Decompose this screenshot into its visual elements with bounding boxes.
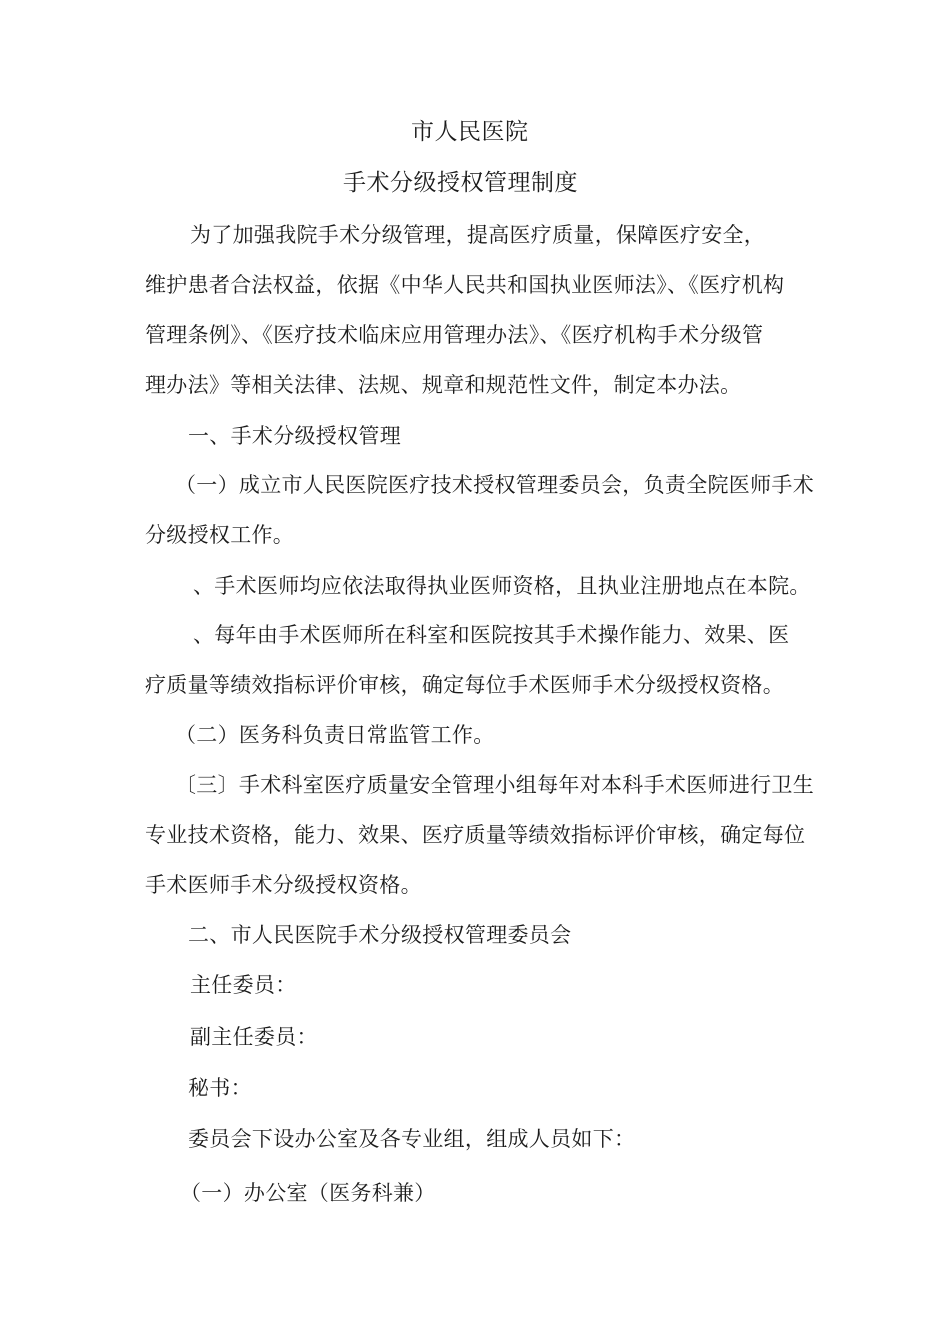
committee-secretary: 秘书：: [188, 1076, 252, 1100]
committee-vice-director: 副主任委员：: [190, 1025, 318, 1049]
section1-sub2-line-1: 、每年由手术医师所在科室和医院按其手术操作能力、效果、医: [193, 623, 790, 647]
section1-item3-line-1: 〔三〕手术科室医疗质量安全管理小组每年对本科手术医师进行卫生: [175, 773, 814, 797]
section2-heading: 二、市人民医院手术分级授权管理委员会: [188, 923, 572, 947]
intro-line-2: 维护患者合法权益，依据《中华人民共和国执业医师法》、《医疗机构: [145, 273, 785, 297]
committee-director: 主任委员：: [190, 973, 297, 997]
section1-sub1: 、手术医师均应依法取得执业医师资格，且执业注册地点在本院。: [193, 574, 811, 598]
intro-line-3: 管理条例》、《医疗技术临床应用管理办法》、《医疗机构手术分级管: [145, 323, 764, 347]
committee-note: 委员会下设办公室及各专业组，组成人员如下：: [188, 1127, 636, 1151]
section1-item1-line-2: 分级授权工作。: [145, 523, 295, 547]
section1-item1-line-1: （一）成立市人民医院医疗技术授权管理委员会，负责全院医师手术: [175, 473, 814, 497]
intro-line-4: 理办法》等相关法律、法规、规章和规范性文件，制定本办法。: [145, 373, 742, 397]
section1-item3-line-2: 专业技术资格，能力、效果、医疗质量等绩效指标评价审核，确定每位: [145, 823, 806, 847]
section1-sub2-line-2: 疗质量等绩效指标评价审核，确定每位手术医师手术分级授权资格。: [145, 673, 784, 697]
section1-item3-line-3: 手术医师手术分级授权资格。: [145, 873, 422, 897]
committee-office: （一）办公室（医务科兼）: [180, 1181, 436, 1205]
intro-line-1: 为了加强我院手术分级管理，提高医疗质量，保障医疗安全，: [190, 223, 766, 247]
section1-item2: （二）医务科负责日常监管工作。: [175, 723, 495, 747]
document-title-policy: 手术分级授权管理制度: [343, 170, 578, 196]
section1-heading: 一、手术分级授权管理: [188, 424, 401, 448]
document-title-hospital: 市人民医院: [411, 119, 529, 145]
